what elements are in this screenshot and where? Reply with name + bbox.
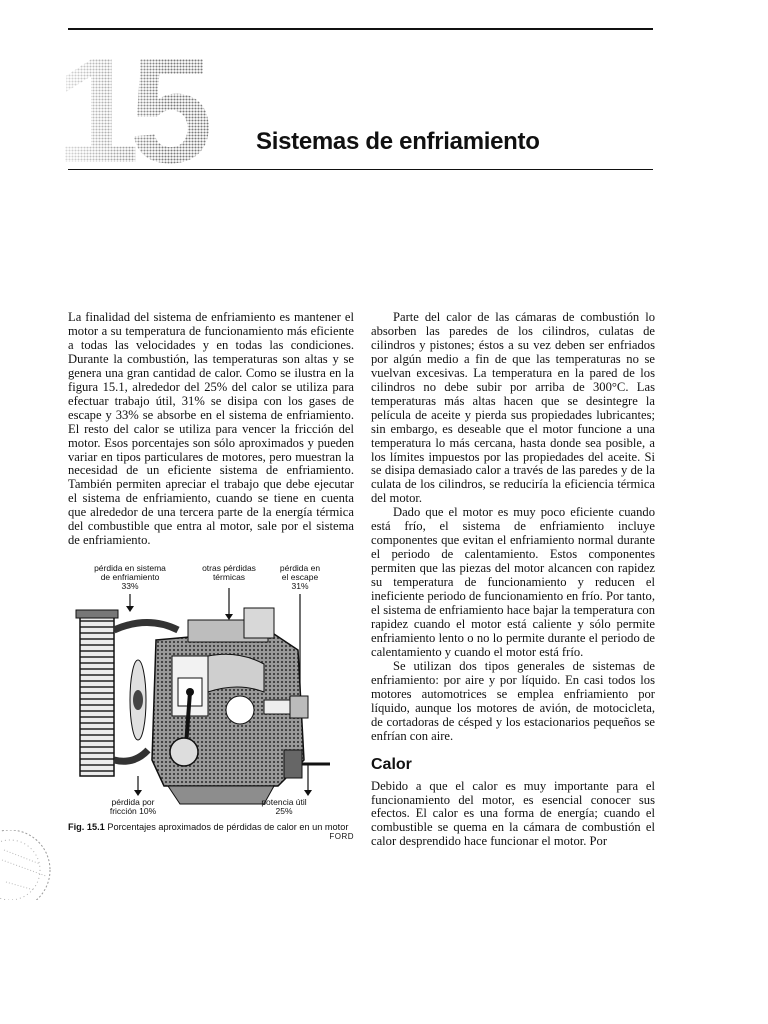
section-heading-calor: Calor [371,755,412,773]
label-cooling-loss-value: 33% [121,581,139,591]
label-thermal-loss-line1: otras pérdidas [202,563,256,573]
label-friction-loss-line1: pérdida por [111,797,155,807]
top-rule [68,28,653,30]
intro-paragraph: La finalidad del sistema de enfriamiento es mantener el motor a su temperatura de funcionamiento más eficiente a todas las velocidades y en todas las condiciones. Durante la combustión, las temperaturas son altas y se genera una gran cantidad de calor. Como se ilustra en la figura 15.1, alrededor del 25% del calor se utiliza para efectuar trabajo útil, 31% se disipa con los gases de escape y 33% se absorbe en el sistema de enfriamiento. El resto del calor se utiliza para vencer la fricción del motor. Esos porcentajes son sólo aproximados y pueden variar en tipos particulares de motores, pero muestran la necesidad de un eficiente sistema de enfriamiento. También permiten apreciar el trabajo que debe ejecutar el sistema de enfriamiento, cuando se tiene en cuenta que alrededor de una tercera parte de la energía térmica del combustible que entra al motor, sale por el sistema de enfriamiento. [68,310,354,548]
label-useful-power-value: 25% [275,806,293,816]
figure-caption-credit: FORD [329,832,354,841]
label-thermal-loss-line2: térmicas [212,572,246,582]
label-exhaust-loss-line2: el escape [281,572,319,582]
left-column [68,311,354,548]
label-exhaust-loss-value: 31% [291,581,309,591]
section-paragraph: Debido a que el calor es muy importante para el funcionamiento del motor, es esencial conocer sus efectos. El calor es una forma de energía; cuando el combustible se quema en la cámara de combustión el calor desprendido hace funcionar el motor. Por [371,778,655,849]
chapter-title: Sistemas de enfriamiento [256,128,540,155]
body-paragraph-1: Parte del calor de las cámaras de combustión lo absorben las paredes de los cilindros, culatas de cilindros y pistones; éstos a su vez deben ser enfriados por algún medio a fin de que las temperaturas no se vuelvan excesivas. La temperatura en la pared de los cilindros no debe subir por arriba de 300°C. Las temperaturas más altas hacen que se desintegre la película de aceite y pierda sus propiedades lubricantes; sin embargo, es deseable que el motor funcione a una temperatura lo más cercana, hasta donde sea posible, a los límites impuestos por las propiedades del aceite. Si se disipa demasiado calor a través de las paredes y de la culata de los cilindros, se reduciría la eficiencia térmica del motor. [371,310,655,506]
label-useful-power-line1: potencia útil [261,797,307,807]
label-friction-loss-line2: fricción 10% [109,806,157,816]
title-rule [68,169,653,170]
label-exhaust-loss-line1: pérdida en [279,563,321,573]
label-friction-loss [90,798,176,816]
figure-caption-label: Fig. 15.1 [68,822,105,832]
label-cooling-loss-line2: de enfriamiento [100,572,160,582]
engine-illustration [68,560,354,822]
figure-caption-text: Porcentajes aproximados de pérdidas de calor en un motor [107,822,349,832]
figure-caption [68,822,354,841]
label-useful-power [248,798,320,816]
figure-15-1 [68,560,354,850]
right-column [371,311,655,849]
body-paragraph-2: Dado que el motor es muy poco eficiente cuando está frío, el sistema de enfriamiento incluye componentes que evitan el enfriamiento normal durante el periodo de calentamiento. Estos componentes permiten que las piezas del motor alcancen con rapidez su temperatura de funcionamiento y reducen el ineficiente periodo de funcionamiento en frío. Por tanto, el sistema de enfriamiento hace bajar la temperatura con rapidez cuando el motor está caliente y sólo permite enfriamiento lento o no lo permite durante el periodo de calentamiento y cuando el motor está frío. [371,505,655,659]
chapter-number-graphic [56,38,256,168]
label-cooling-loss-line1: pérdida en sistema [94,563,166,573]
library-stamp-mark [0,830,70,900]
body-paragraph-3: Se utilizan dos tipos generales de sistemas de enfriamiento: por aire y por líquido. En casi todos los motores automotrices se emplea enfriamiento por líquido, aunque los motores de avión, de motocicleta, de cortadoras de césped y los estacionarios pequeños se enfrían con aire. [371,658,655,743]
